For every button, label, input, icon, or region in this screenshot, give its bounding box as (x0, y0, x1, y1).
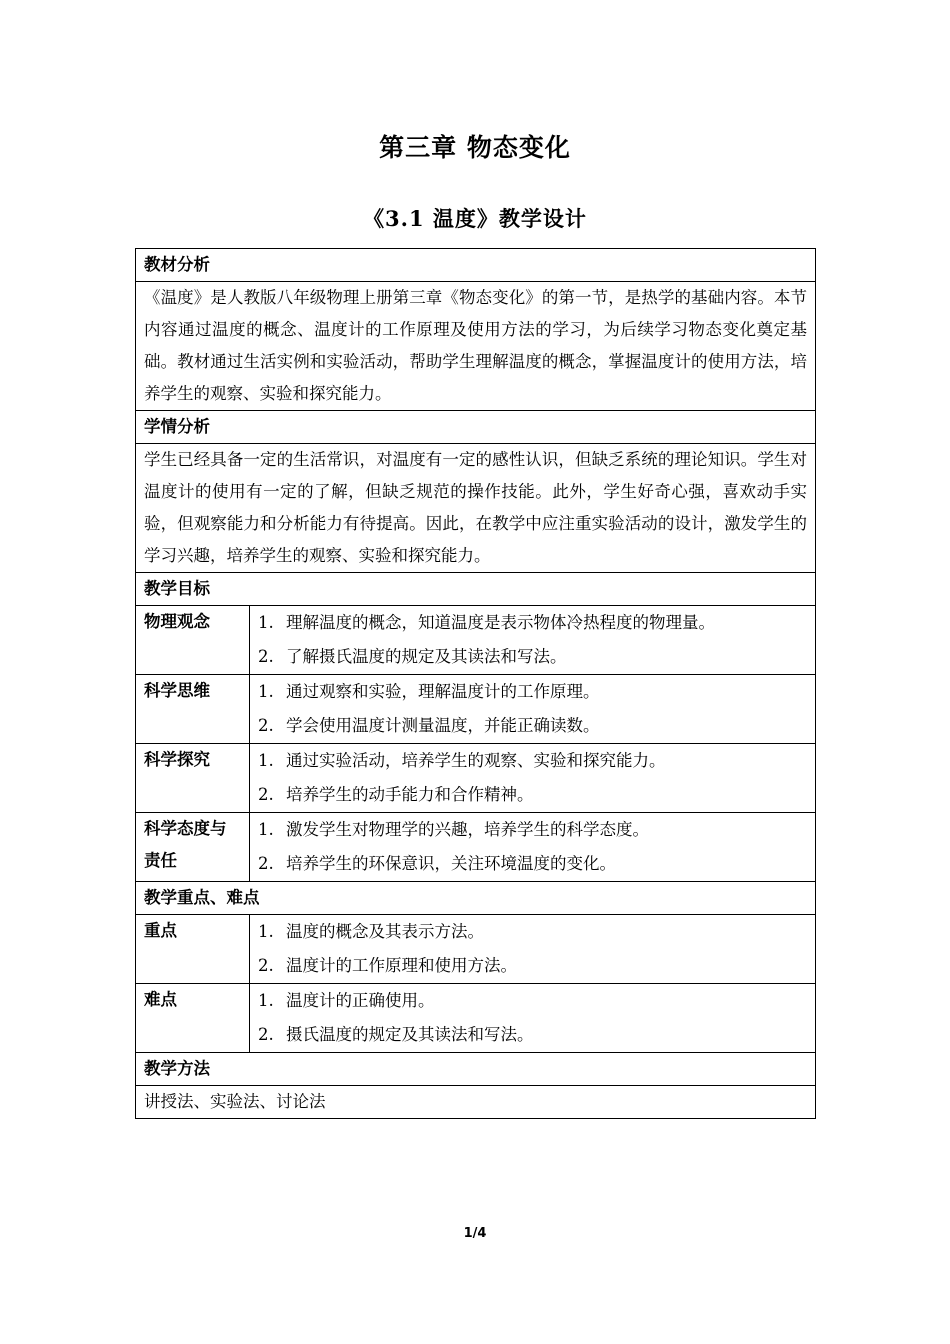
objective-items (250, 675, 816, 744)
objective-items (250, 744, 816, 813)
textbook-analysis-header: 教材分析 (136, 249, 816, 282)
key-point-items (250, 984, 816, 1053)
objective-row (136, 606, 816, 675)
key-points-header: 教学重点、难点 (136, 882, 816, 915)
list-item: 1. 温度计的正确使用。 (258, 991, 435, 1010)
textbook-analysis-content: 《温度》是人教版八年级物理上册第三章《物态变化》的第一节，是热学的基础内容。本节内容通过温度的概念、温度计的工作原理及使用方法的学习，为后续学习物态变化奠定基础。教材通过生活实例和实验活动，帮助学生理解温度的概念，掌握温度计的使用方法，培养学生的观察、实验和探究能力。 (136, 282, 816, 411)
list-item: 1. 通过实验活动，培养学生的观察、实验和探究能力。 (258, 751, 666, 770)
list-item: 1. 理解温度的概念，知道温度是表示物体冷热程度的物理量。 (258, 613, 715, 632)
document-title: 《3.1 温度》教学设计 (363, 206, 587, 231)
section-header-row (136, 882, 816, 915)
key-point-label: 重点 (136, 915, 250, 984)
list-item: 1. 温度的概念及其表示方法。 (258, 922, 484, 941)
list-item: 2. 了解摄氏温度的规定及其读法和写法。 (258, 647, 567, 666)
teaching-methods-header: 教学方法 (136, 1053, 816, 1086)
student-analysis-content: 学生已经具备一定的生活常识，对温度有一定的感性认识，但缺乏系统的理论知识。学生对温度计的使用有一定的了解，但缺乏规范的操作技能。此外，学生好奇心强，喜欢动手实验，但观察能力和分析能力有待提高。因此，在教学中应注重实验活动的设计，激发学生的学习兴趣，培养学生的观察、实验和探究能力。 (136, 444, 816, 573)
section-header-row (136, 573, 816, 606)
list-item: 2. 温度计的工作原理和使用方法。 (258, 956, 517, 975)
section-content-row (136, 282, 816, 411)
objective-row (136, 813, 816, 882)
teaching-objectives-header: 教学目标 (136, 573, 816, 606)
section-header-row (136, 249, 816, 282)
list-item: 1. 激发学生对物理学的兴趣，培养学生的科学态度。 (258, 820, 649, 839)
objective-items (250, 813, 816, 882)
key-point-row (136, 915, 816, 984)
objective-row (136, 675, 816, 744)
section-header-row (136, 1053, 816, 1086)
objective-label: 科学探究 (136, 744, 250, 813)
chapter-title: 第三章 物态变化 (379, 133, 571, 162)
list-item: 2. 学会使用温度计测量温度，并能正确读数。 (258, 716, 600, 735)
objective-items (250, 606, 816, 675)
objective-label: 科学态度与责任 (136, 813, 250, 882)
section-header-row (136, 411, 816, 444)
key-point-label: 难点 (136, 984, 250, 1053)
objective-label: 物理观念 (136, 606, 250, 675)
objective-row (136, 744, 816, 813)
teaching-methods-content: 讲授法、实验法、讨论法 (136, 1086, 816, 1119)
key-point-row (136, 984, 816, 1053)
section-content-row (136, 444, 816, 573)
lesson-plan-table (135, 248, 816, 1119)
list-item: 2. 摄氏温度的规定及其读法和写法。 (258, 1025, 534, 1044)
student-analysis-header: 学情分析 (136, 411, 816, 444)
list-item: 2. 培养学生的动手能力和合作精神。 (258, 785, 534, 804)
section-content-row (136, 1086, 816, 1119)
page-number: 1/4 (463, 1226, 487, 1241)
key-point-items (250, 915, 816, 984)
list-item: 2. 培养学生的环保意识，关注环境温度的变化。 (258, 854, 616, 873)
objective-label: 科学思维 (136, 675, 250, 744)
list-item: 1. 通过观察和实验，理解温度计的工作原理。 (258, 682, 600, 701)
